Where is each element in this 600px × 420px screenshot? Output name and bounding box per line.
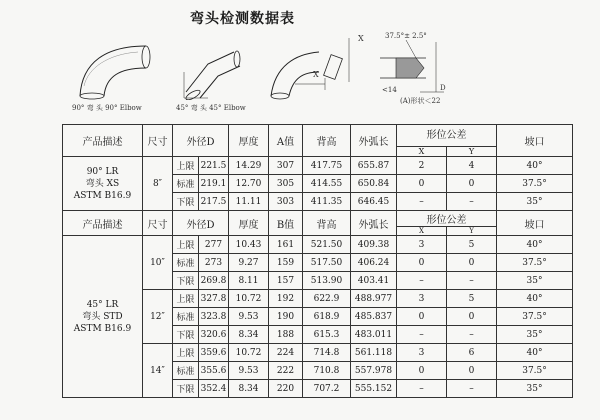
header-back-height: 背高 (303, 125, 351, 157)
header-thickness-2: 厚度 (229, 211, 269, 236)
b-cell: 190 (269, 308, 303, 326)
header-bevel-2: 坡口 (497, 211, 573, 236)
thickness-cell: 8.34 (229, 380, 269, 398)
dim-x-label-2: X (313, 70, 319, 79)
row-label: 上限 (173, 290, 199, 308)
x-cell: 0 (397, 254, 447, 272)
x-cell: 0 (397, 175, 447, 193)
header-x-2: X (397, 227, 447, 236)
od-cell: 323.8 (199, 308, 229, 326)
x-cell: – (397, 380, 447, 398)
od-cell: 320.6 (199, 326, 229, 344)
a-cell: 303 (269, 193, 303, 211)
size-cell: 12″ (143, 290, 173, 344)
bevel-cell: 40° (497, 344, 573, 362)
header-product-2: 产品描述 (63, 211, 143, 236)
b-cell: 157 (269, 272, 303, 290)
y-cell: 0 (447, 362, 497, 380)
back-height-cell: 521.50 (303, 236, 351, 254)
bevel-cell: 37.5° (497, 175, 573, 193)
x-cell: – (397, 326, 447, 344)
x-cell: 3 (397, 290, 447, 308)
size-cell: 14″ (143, 344, 173, 398)
y-cell: – (447, 193, 497, 211)
bevel-cell: 40° (497, 157, 573, 175)
size-cell: 10″ (143, 236, 173, 290)
header-size-2: 尺寸 (143, 211, 173, 236)
y-cell: 5 (447, 236, 497, 254)
outer-arc-cell: 561.118 (351, 344, 397, 362)
x-cell: 0 (397, 308, 447, 326)
dim-d-label: D (440, 84, 446, 92)
a-cell: 307 (269, 157, 303, 175)
back-height-cell: 707.2 (303, 380, 351, 398)
thickness-cell: 10.43 (229, 236, 269, 254)
page-title: 弯头检测数据表 (190, 11, 295, 27)
header-x: X (397, 147, 447, 157)
y-cell: 4 (447, 157, 497, 175)
row-label: 下限 (173, 193, 199, 211)
product-desc-45: 45° LR 弯头 STD ASTM B16.9 (63, 236, 143, 398)
od-cell: 217.5 (199, 193, 229, 211)
header-back-height-2: 背高 (303, 211, 351, 236)
header-y-2: Y (447, 227, 497, 236)
row-label: 上限 (173, 344, 199, 362)
thickness-cell: 14.29 (229, 157, 269, 175)
row-label: 下限 (173, 272, 199, 290)
thickness-cell: 9.53 (229, 362, 269, 380)
outer-arc-cell: 646.45 (351, 193, 397, 211)
tolerance-diagram (265, 32, 365, 104)
thickness-cell: 8.34 (229, 326, 269, 344)
header-a-value: A值 (269, 125, 303, 157)
outer-arc-cell: 488.977 (351, 290, 397, 308)
outer-arc-cell: 650.84 (351, 175, 397, 193)
dim-14-label: <14 (382, 86, 397, 94)
elbow-90-caption: 90° 弯 头 90° Elbow (72, 104, 142, 112)
y-cell: 0 (447, 254, 497, 272)
bevel-cell: 37.5° (497, 308, 573, 326)
outer-arc-cell: 483.011 (351, 326, 397, 344)
row-label: 上限 (173, 236, 199, 254)
row-label: 下限 (173, 326, 199, 344)
header-od-2: 外径D (173, 211, 229, 236)
y-cell: 6 (447, 344, 497, 362)
bevel-cell: 40° (497, 290, 573, 308)
b-cell: 188 (269, 326, 303, 344)
a-cell: 305 (269, 175, 303, 193)
header-od: 外径D (173, 125, 229, 157)
od-cell: 273 (199, 254, 229, 272)
bevel-cell: 35° (497, 380, 573, 398)
b-cell: 159 (269, 254, 303, 272)
row-label: 上限 (173, 157, 199, 175)
thickness-cell: 9.27 (229, 254, 269, 272)
y-cell: – (447, 326, 497, 344)
bevel-cell: 35° (497, 272, 573, 290)
size-cell: 8″ (143, 157, 173, 211)
x-cell: 0 (397, 362, 447, 380)
outer-arc-cell: 406.24 (351, 254, 397, 272)
thickness-cell: 8.11 (229, 272, 269, 290)
outer-arc-cell: 655.87 (351, 157, 397, 175)
thickness-cell: 11.11 (229, 193, 269, 211)
bevel-cell: 37.5° (497, 362, 573, 380)
od-cell: 352.4 (199, 380, 229, 398)
back-height-cell: 411.35 (303, 193, 351, 211)
header-bevel: 坡口 (497, 125, 573, 157)
row-label: 标准 (173, 254, 199, 272)
thickness-cell: 10.72 (229, 344, 269, 362)
back-height-cell: 622.9 (303, 290, 351, 308)
row-label: 下限 (173, 380, 199, 398)
header-y: Y (447, 147, 497, 157)
back-height-cell: 417.75 (303, 157, 351, 175)
b-cell: 222 (269, 362, 303, 380)
od-cell: 219.1 (199, 175, 229, 193)
od-cell: 355.6 (199, 362, 229, 380)
b-cell: 224 (269, 344, 303, 362)
bevel-cell: 40° (497, 236, 573, 254)
product-desc-90: 90° LR 弯头 XS ASTM B16.9 (63, 157, 143, 211)
outer-arc-cell: 485.837 (351, 308, 397, 326)
elbow-45-diagram (178, 42, 258, 100)
outer-arc-cell: 557.978 (351, 362, 397, 380)
inspection-table (62, 124, 573, 398)
outer-arc-cell: 555.152 (351, 380, 397, 398)
bevel-angle-label: 37.5°± 2.5° (385, 32, 427, 40)
y-cell: 0 (447, 308, 497, 326)
elbow-90-diagram (68, 40, 168, 100)
header-outer-arc: 外弧长 (351, 125, 397, 157)
thickness-cell: 12.70 (229, 175, 269, 193)
b-cell: 220 (269, 380, 303, 398)
od-cell: 269.8 (199, 272, 229, 290)
row-label: 标准 (173, 308, 199, 326)
y-cell: 0 (447, 175, 497, 193)
back-height-cell: 618.9 (303, 308, 351, 326)
row-label: 标准 (173, 175, 199, 193)
back-height-cell: 414.55 (303, 175, 351, 193)
row-label: 标准 (173, 362, 199, 380)
elbow-45-caption: 45° 弯 头 45° Elbow (176, 104, 246, 112)
outer-arc-cell: 403.41 (351, 272, 397, 290)
header-form-tolerance: 形位公差 (397, 125, 497, 147)
b-cell: 192 (269, 290, 303, 308)
x-cell: 3 (397, 344, 447, 362)
x-cell: 2 (397, 157, 447, 175)
od-cell: 221.5 (199, 157, 229, 175)
bevel-cell: 35° (497, 326, 573, 344)
bevel-cell: 37.5° (497, 254, 573, 272)
header-form-tolerance-2: 形位公差 (397, 211, 497, 227)
thickness-cell: 10.72 (229, 290, 269, 308)
y-cell: – (447, 380, 497, 398)
back-height-cell: 615.3 (303, 326, 351, 344)
header-product: 产品描述 (63, 125, 143, 157)
od-cell: 327.8 (199, 290, 229, 308)
back-height-cell: 513.90 (303, 272, 351, 290)
thickness-cell: 9.53 (229, 308, 269, 326)
x-cell: 3 (397, 236, 447, 254)
back-height-cell: 517.50 (303, 254, 351, 272)
od-cell: 359.6 (199, 344, 229, 362)
y-cell: – (447, 272, 497, 290)
dim-x-label: X (358, 34, 364, 43)
back-height-cell: 714.8 (303, 344, 351, 362)
x-cell: – (397, 272, 447, 290)
bevel-cell: 35° (497, 193, 573, 211)
header-thickness: 厚度 (229, 125, 269, 157)
b-cell: 161 (269, 236, 303, 254)
od-cell: 277 (199, 236, 229, 254)
y-cell: 5 (447, 290, 497, 308)
header-outer-arc-2: 外弧长 (351, 211, 397, 236)
x-cell: – (397, 193, 447, 211)
outer-arc-cell: 409.38 (351, 236, 397, 254)
header-size: 尺寸 (143, 125, 173, 157)
bevel-caption: (A)形状＜22 (400, 97, 441, 105)
header-b-value: B值 (269, 211, 303, 236)
back-height-cell: 710.8 (303, 362, 351, 380)
